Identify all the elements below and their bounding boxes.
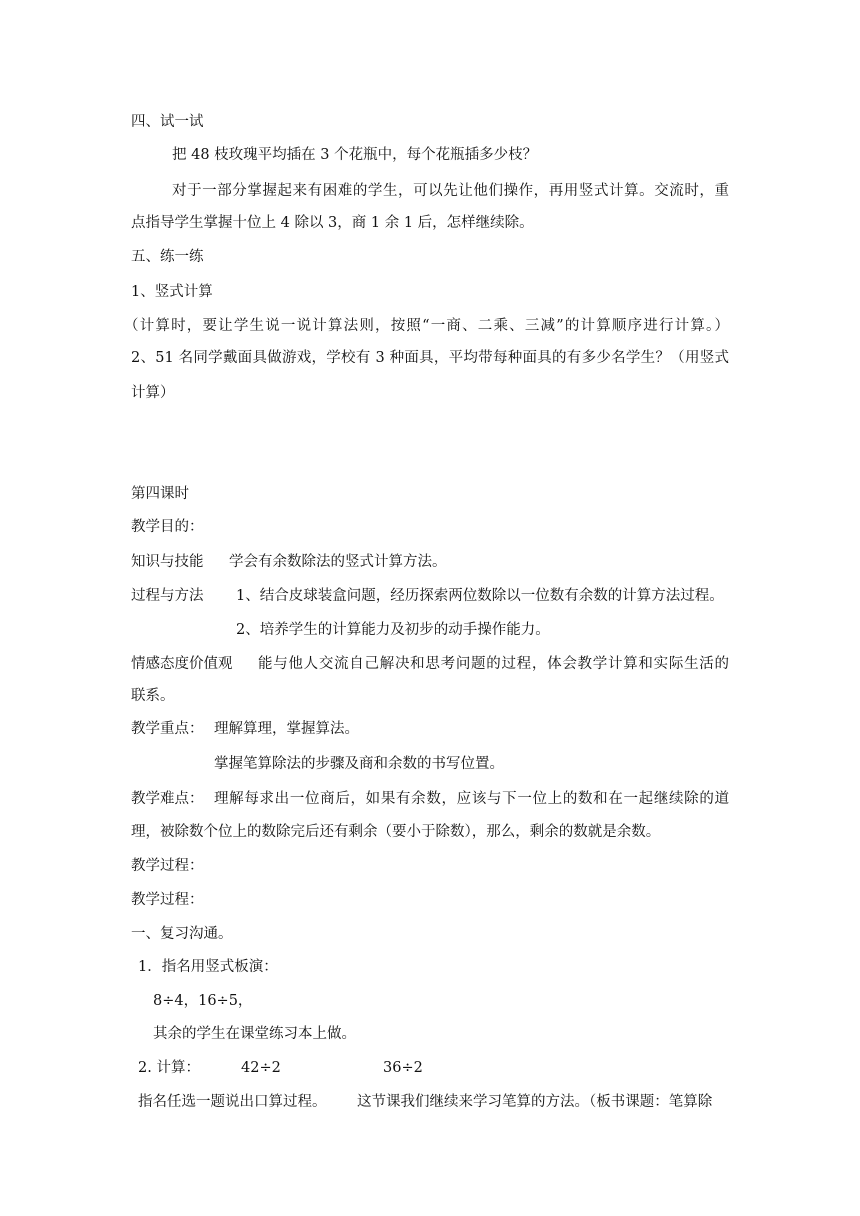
exercise-one-title: 1、竖式计算	[131, 284, 213, 300]
exercise-two-line1: 2、51 名同学戴面具做游戏，学校有 3 种面具，平均带每种面具的有多少名学生？（用竖式	[131, 350, 729, 366]
section-four-title: 四、试一试	[131, 114, 204, 130]
goals-label: 教学目的：	[131, 519, 204, 535]
section-five-title: 五、练一练	[131, 249, 204, 265]
emotion-text-line2: 联系。	[131, 688, 175, 704]
closing-line-part-a: 指名任选一题说出口算过程。	[138, 1094, 327, 1110]
key-point-1: 理解算理，掌握算法。	[214, 721, 359, 737]
key-points-label: 教学重点：	[131, 721, 204, 737]
section-four-problem: 把 48 枝玫瑰平均插在 3 个花瓶中，每个花瓶插多少枝？	[172, 147, 538, 163]
process-heading-1: 教学过程：	[131, 858, 204, 874]
review-item-1-expressions: 8÷4，16÷5，	[153, 993, 253, 1009]
knowledge-label: 知识与技能	[131, 554, 204, 570]
process-heading-2: 教学过程：	[131, 892, 204, 908]
process-label: 过程与方法	[131, 588, 204, 604]
process-item-2: 2、培养学生的计算能力及初步的动手操作能力。	[236, 622, 550, 638]
review-item-2-expression-1: 42÷2	[241, 1060, 281, 1076]
review-title: 一、复习沟通。	[131, 926, 233, 942]
knowledge-text: 学会有余数除法的竖式计算方法。	[229, 554, 447, 570]
review-item-1-rest: 其余的学生在课堂练习本上做。	[153, 1026, 356, 1042]
review-item-2-label: 2. 计算：	[138, 1060, 200, 1076]
key-point-2: 掌握笔算除法的步骤及商和余数的书写位置。	[214, 756, 504, 772]
closing-line-part-b: 这节课我们继续来学习笔算的方法。（板书课题：笔算除	[357, 1094, 713, 1110]
review-item-1-title: 1．指名用竖式板演：	[138, 959, 278, 975]
emotion-text-line1: 能与他人交流自己解决和思考问题的过程，体会教学计算和实际生活的	[258, 656, 729, 672]
section-four-note-line1: 对于一部分掌握起来有困难的学生，可以先让他们操作，再用竖式计算。交流时，重	[172, 183, 729, 199]
exercise-two-line2: 计算）	[131, 385, 175, 401]
difficulty-label: 教学难点：	[131, 791, 204, 807]
review-item-2-expression-2: 36÷2	[383, 1060, 423, 1076]
emotion-label: 情感态度价值观	[131, 656, 233, 672]
section-four-note-line2: 点指导学生掌握十位上 4 除以 3，商 1 余 1 后，怎样继续除。	[131, 215, 534, 231]
process-item-1: 1、结合皮球装盒问题，经历探索两位数除以一位数有余数的计算方法过程。	[236, 588, 724, 604]
difficulty-text-line2: 理，被除数个位上的数除完后还有剩余（要小于除数），那么，剩余的数就是余数。	[131, 824, 661, 840]
exercise-one-note: （计算时，要让学生说一说计算法则，按照“一商、二乘、三减”的计算顺序进行计算。）	[124, 318, 729, 334]
difficulty-text-line1: 理解每求出一位商后，如果有余数，应该与下一位上的数和在一起继续除的道	[214, 791, 729, 807]
lesson-title: 第四课时	[131, 486, 189, 502]
